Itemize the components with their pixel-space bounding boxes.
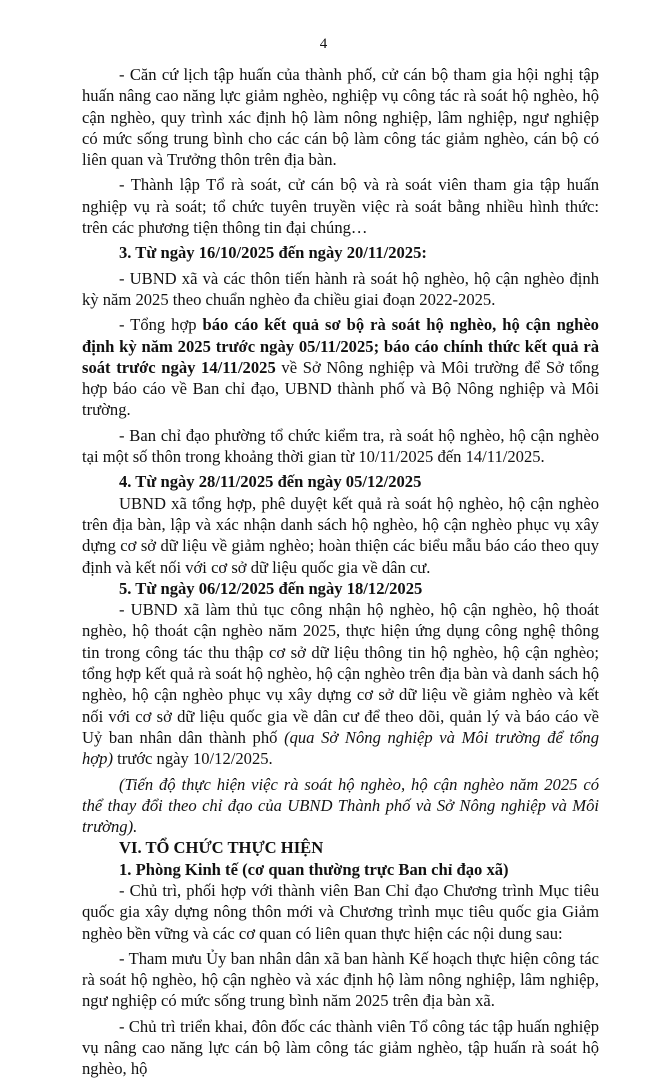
page-number: 4 — [319, 36, 328, 52]
paragraph: - Tham mưu Ủy ban nhân dân xã ban hành Kế hoạch thực hiện công tác rà soát hộ nghèo, hộ cận nghèo và xác định hộ làm nông nghiệp, lâm nghiệp, ngư nghiệp có mức sống trung bình năm 2025 trên địa bàn xã. — [82, 948, 599, 1011]
section-heading-5: 5. Từ ngày 06/12/2025 đến ngày 18/12/2025 — [119, 578, 423, 598]
paragraph — [82, 599, 599, 769]
italic-text-run: (Tiến độ thực hiện việc rà soát hộ nghèo, hộ cận nghèo năm 2025 có thể thay đổi theo chỉ đạo của UBND Thành phố và Sở Nông nghiệp và Môi trường). — [82, 774, 599, 837]
document-body — [82, 64, 599, 1080]
paragraph: - Thành lập Tổ rà soát, cử cán bộ và rà soát viên tham gia tập huấn nghiệp vụ rà soát; tổ chức tuyên truyền việc rà soát bằng nhiều hình thức: trên các phương tiện thông tin đại chúng… — [82, 175, 599, 238]
text-run: trước ngày 10/12/2025. — [112, 749, 273, 769]
paragraph: UBND xã tổng hợp, phê duyệt kết quả rà soát hộ nghèo, hộ cận nghèo trên địa bàn, lập và xác nhận danh sách hộ nghèo, hộ cận nghèo phục vụ xây dựng cơ sở dữ liệu về giảm nghèo; hoàn thiện các biểu mẫu báo cáo theo quy định và kết nối với cơ sở dữ liệu quốc gia về dân cư. — [82, 493, 599, 577]
section-heading-4: 4. Từ ngày 28/11/2025 đến ngày 05/12/2025 — [119, 472, 422, 492]
paragraph — [82, 314, 599, 420]
italic-note — [82, 774, 599, 838]
bold-text-run: báo cáo kết quả sơ bộ rà soát hộ nghèo, hộ cận nghèo định kỳ năm 2025 trước ngày 05/11/2025; báo cáo chính thức kết quả rà soát trước ngày 14/11/2025 — [82, 315, 599, 377]
section-heading: 1. Phòng Kinh tế (cơ quan thường trực Ban chỉ đạo xã) — [119, 859, 509, 879]
italic-text-run: (qua Sở Nông nghiệp và Môi trường để tổng hợp) — [82, 727, 599, 769]
paragraph: - UBND xã và các thôn tiến hành rà soát hộ nghèo, hộ cận nghèo định kỳ năm 2025 theo chuẩn nghèo đa chiều giai đoạn 2022-2025. — [82, 268, 599, 309]
paragraph: - Chủ trì triển khai, đôn đốc các thành viên Tổ công tác tập huấn nghiệp vụ nâng cao năng lực cán bộ làm công tác giảm nghèo, tập huấn rà soát hộ nghèo, hộ — [82, 1016, 599, 1079]
text-run: - Tổng hợp — [119, 315, 203, 335]
chapter-heading: VI. TỔ CHỨC THỰC HIỆN — [119, 838, 324, 858]
text-run: về Sở Nông nghiệp và Môi trường để Sở tổng hợp báo cáo về Ban chỉ đạo, UBND thành phố và Bộ Nông nghiệp và Môi trường. — [82, 357, 599, 420]
paragraph: - Căn cứ lịch tập huấn của thành phố, cử cán bộ tham gia hội nghị tập huấn nâng cao năng lực giảm nghèo, nghiệp vụ công tác rà soát hộ nghèo, hộ cận nghèo, quy trình xác định hộ làm nông nghiệp, lâm nghiệp, ngư nghiệp có mức sống trung bình cho các cán bộ làm công tác giảm nghèo, cán bộ có liên quan và Trưởng thôn trên địa bàn. — [82, 65, 599, 170]
section-heading-3: 3. Từ ngày 16/10/2025 đến ngày 20/11/2025: — [119, 243, 427, 263]
paragraph: - Ban chỉ đạo phường tổ chức kiểm tra, rà soát hộ nghèo, hộ cận nghèo tại một số thôn trong khoảng thời gian từ 10/11/2025 đến 14/11/2025. — [82, 425, 599, 467]
text-run: - UBND xã làm thủ tục công nhận hộ nghèo, hộ cận nghèo, hộ thoát nghèo, hộ thoát cận nghèo năm 2025, thực hiện ứng dụng công nghệ thông tin trong công tác thu thập cơ sở dữ liệu thông tin hộ nghèo, hộ cận nghèo; tổng hợp kết quả rà soát hộ nghèo, hộ cận nghèo trên địa bàn và danh sách hộ nghèo, hộ cận nghèo phục vụ xây dựng cơ sở dữ liệu về giảm nghèo và kết nối với cơ sở dữ liệu quốc gia về dân cư để theo dõi, quản lý và báo cáo về Uỷ ban nhân dân thành phố — [82, 600, 599, 747]
paragraph: - Chủ trì, phối hợp với thành viên Ban Chỉ đạo Chương trình Mục tiêu quốc gia xây dựng nông thôn mới và Chương trình mục tiêu quốc gia Giảm nghèo bền vững và các cơ quan có liên quan thực hiện các nội dung sau: — [82, 880, 599, 943]
